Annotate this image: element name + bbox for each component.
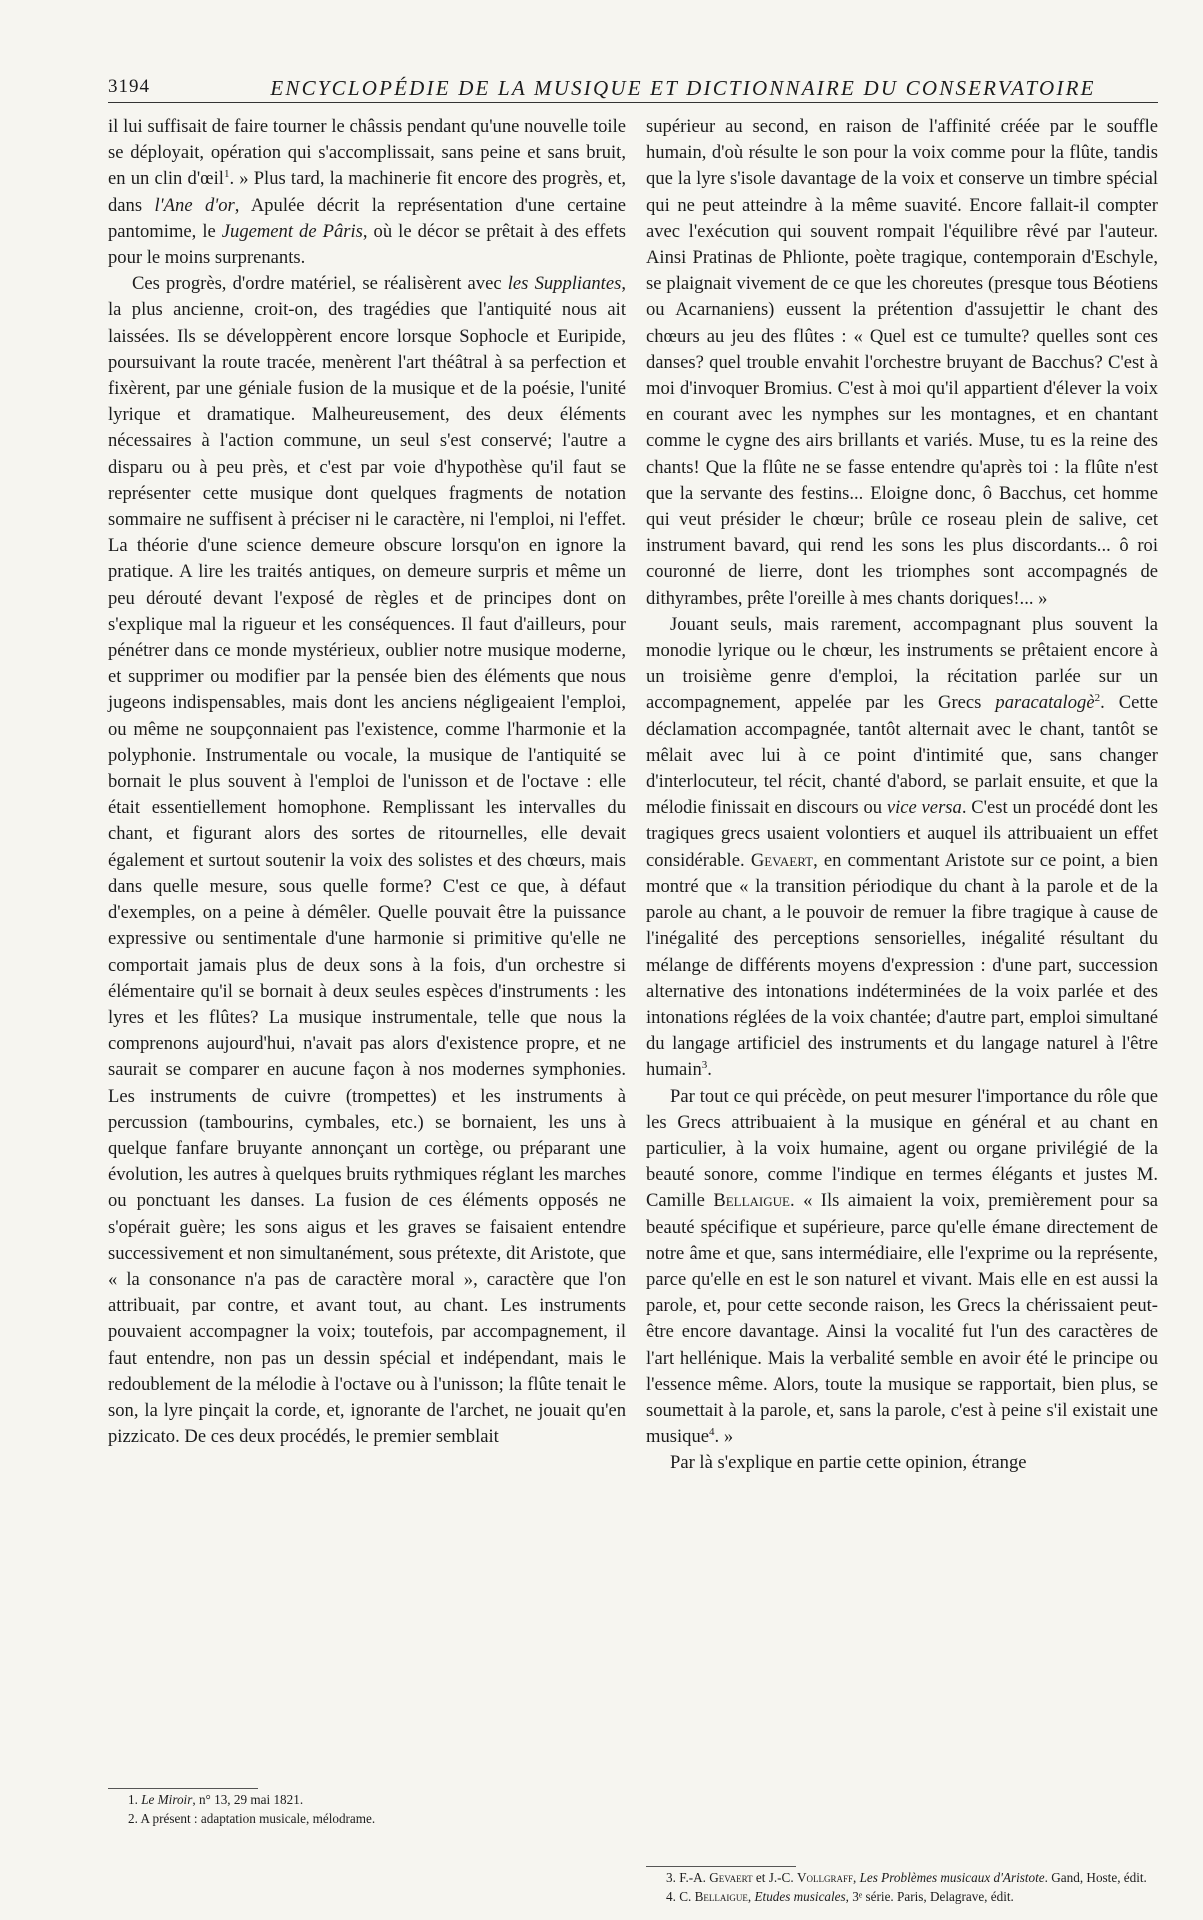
work-title: l'Ane d'or bbox=[154, 194, 235, 216]
page-number: 3194 bbox=[108, 76, 150, 97]
paragraph: il lui suffisait de faire tourner le châssis pendant qu'une nouvelle toile se déployait, opération qui s'accomplissait, sans peine et sans bruit, en un clin d'œil$^1$. » Plus tard, la machinerie fit encore des progrès, et, dans l'Ane d'or, Apulée décrit la représentation d'une certaine pantomime, le Jugement de Pâris, où le décor se prêtait à des effets pour le moins surprenants. bbox=[108, 116, 627, 269]
term: paracatalogè bbox=[995, 692, 1095, 714]
footnote-ref: 3 bbox=[701, 1059, 708, 1072]
running-title: ENCYCLOPÉDIE DE LA MUSIQUE ET DICTIONNAIRE DU CONSERVATOIRE bbox=[270, 76, 1096, 100]
paragraph: supérieur au second, en raison de l'affinité créée par le souffle humain, d'où résulte le son pour la voix comme pour la flûte, tandis que la lyre s'isole davantage de la voix et conserve un timbre spécial qui ne peut atteindre à la même suavité. Encore fallait-il compter avec l'exécution qui souvent rompait l'équilibre rêvé par l'auteur. Ainsi Pratinas de Phlionte, poète tragique, contemporain d'Eschyle, se plaignait vivement de ce que les choreutes (presque tous Béotiens ou Acarnaniens) eussent la prétention d'assujettir le chant des chœurs au jeu des flûtes : « Quel est ce tumulte? quelles sont ces danses? quel trouble envahit l'orchestre bruyant de Bacchus? C'est à moi d'invoquer Bromius. C'est à moi qu'il appartient d'élever la voix en courant avec les nymphes sur les montagnes, et en chantant comme le cygne des airs brillants et variés. Muse, tu es la reine des chants! Que la flûte ne se fasse entendre qu'après toi : la flûte n'est que la servante des festins... Eloigne donc, ô Bacchus, cet homme qui veut présider le chœur; brûle ce roseau plein de salive, cet instrument bavard, qui rend les sons les plus discordants... ô roi couronné de lierre, dont les triomphes sont accompagnés de dithyrambes, prête l'oreille à mes chants doriques!... » bbox=[646, 116, 1158, 609]
footnote: 2. A présent : adaptation musicale, mélodrame. bbox=[128, 1811, 376, 1826]
footnote: 4. C. Bellaigue, Etudes musicales, 3ᵉ série. Paris, Delagrave, édit. bbox=[666, 1889, 1014, 1904]
footnote: 3. F.-A. Gevaert et J.-C. Vollgraff, Les Problèmes musicaux d'Aristote. Gand, Hoste, édit. bbox=[666, 1870, 1147, 1885]
footnote: 1. Le Miroir, n° 13, 29 mai 1821. bbox=[128, 1792, 304, 1807]
left-column bbox=[108, 114, 626, 1450]
term: vice versa bbox=[886, 797, 962, 819]
footnote-ref: 4 bbox=[709, 1425, 715, 1438]
paragraph: Ces progrès, d'ordre matériel, se réalisèrent avec les Suppliantes, la plus ancienne, croit-on, des tragédies que l'antiquité nous ait laissées. Ils se développèrent encore lorsque Sophocle et Euripide, poursuivant la route tracée, menèrent l'art théâtral à sa perfection et fixèrent, par une géniale fusion de la musique et de la poésie, l'unité lyrique et dramatique. Malheureusement, des deux éléments nécessaires à l'action commune, un seul s'est conservé; l'autre a disparu ou à peu près, et c'est par voie d'hypothèse qu'il faut se représenter cette musique dont quelques fragments de notation sommaire ne suffisent à préciser ni le caractère, ni l'emploi, ni l'effet. La théorie d'une science demeure obscure lorsqu'on en ignore la pratique. A lire les traités antiques, on demeure surpris et même un peu dérouté devant l'exposé de règles et de principes dont on s'explique mal la rigueur et les conséquences. Il faut d'ailleurs, pour pénétrer dans ce monde mystérieux, oublier notre musique moderne, et supprimer ou modifier par la pensée bien des éléments que nous jugeons indispensables, mais dont les anciens négligeaient l'emploi, ou même ne soupçonnaient pas l'existence, comme l'harmonie et la polyphonie. Instrumentale ou vocale, la musique de l'antiquité se bornait le plus souvent à l'emploi de l'unisson et de l'octave : elle était essentiellement homophone. Remplissant les intervalles du chant, et figurant alors des sortes de ritournelles, elle devait également et surtout soutenir la voix des solistes et des chœurs, mais dans quelle mesure, sous quelle forme? C'est ce que, à défaut d'exemples, on a peine à démêler. Quelle pouvait être la puissance expressive ou sentimentale d'une harmonie si primitive qu'elle ne comportait jamais plus de deux sons à la fois, d'un orchestre si élémentaire qu'il se bornait à deux seules espèces d'instruments : les lyres et les flûtes? La musique instrumentale, telle que nous la comprenons aujourd'hui, n'avait pas alors d'existence propre, et ne saurait se comparer en aucune façon à nos modernes symphonies. Les instruments de cuivre (trompettes) et les instruments à percussion (tambourins, cymbales, etc.) se bornaient, les uns à quelque fanfare bruyante annonçant un cortège, ou préparant une évolution, les autres à quelques bruits rythmiques réglant les marches ou ponctuant les danses. La fusion de ces éléments opposés ne s'opérait guère; les sons aigus et les graves se faisaient entendre successivement et non simultanément, sous prétexte, dit Aristote, que « la consonance n'a pas de caractère moral », caractère que l'on attribuait, par contre, et avant tout, au chant. Les instruments pouvaient accompagner la voix; toutefois, par accompagnement, il faut entendre, non pas un dessin spécial et indépendant, mais le redoublement de la mélodie à l'octave ou à l'unisson; la flûte tenait le son, la lyre pinçait la corde, et, ignorante de l'archet, ne jouait qu'en pizzicato. De ces deux procédés, le premier semblait bbox=[108, 273, 626, 1448]
work-title: les Suppliantes bbox=[507, 273, 622, 295]
footnote-rule bbox=[646, 1866, 796, 1867]
work-title: Jugement de Pâris bbox=[221, 220, 363, 242]
author-name: Bellaigue bbox=[713, 1190, 790, 1212]
author-name: Gevaert bbox=[750, 849, 814, 871]
page-header bbox=[108, 76, 1158, 102]
paragraph: Par tout ce qui précède, on peut mesurer l'importance du rôle que les Grecs attribuaient à la musique en général et au chant en particulier, à la voix humaine, agent ou organe privilégié de la beauté sonore, comme l'indique en termes élégants et justes M. Camille Bellaigue. « Ils aimaient la voix, premièrement pour sa beauté spécifique et supérieure, parce qu'elle émane directement de notre âme et que, sans intermédiaire, elle l'exprime ou la représente, parce qu'elle en est le son naturel et vivant. Mais elle en est aussi la parole, et, pour cette seconde raison, les Grecs la chérissaient peut-être encore davantage. Ainsi la vocalité fut l'un des caractères de l'art hellénique. Mais la verbalité semble en avoir été le principe ou l'essence même. Alors, toute la musique se rapportait, bien plus, se soumettait à la parole, et, sans la parole, c'est à peine s'il existait une musique$^4$. » bbox=[646, 1085, 1158, 1448]
footnotes-left bbox=[108, 1790, 626, 1828]
footnote-rule bbox=[108, 1788, 258, 1789]
header-rule bbox=[108, 102, 1158, 103]
footnote-ref: 1 bbox=[223, 168, 230, 181]
footnote-ref: 2 bbox=[1094, 692, 1101, 705]
right-column bbox=[646, 114, 1158, 1477]
paragraph: Jouant seuls, mais rarement, accompagnant plus souvent la monodie lyrique ou le chœur, les instruments se prêtaient encore à un troisième genre d'emploi, la récitation parlée sur un accompagnement, appelée par les Grecs paracatalogè$^2$. Cette déclamation accompagnée, tantôt alternait avec le chant, tantôt se mêlait avec lui à ce point d'intimité que, sans changer d'interlocuteur, tel récit, chanté d'abord, se parlait ensuite, et que la mélodie finissait en discours ou vice versa. C'est un procédé dont les tragiques grecs usaient volontiers et auquel ils attribuaient un effet considérable. Gevaert, en commentant Aristote sur ce point, a bien montré que « la transition périodique du chant à la parole et de la parole au chant, a le pouvoir de remuer la fibre tragique à cause de l'inégalité des perceptions sensorielles, inégalité résultant du mélange de différents moyens d'expression : d'une part, succession alternative des intonations indéterminées de la voix parlée et des intonations réglées de la voix chantée; d'autre part, emploi simultané du langage artificiel des instruments et du langage naturel à l'être humain$^3$. bbox=[646, 613, 1158, 1081]
paragraph: Par là s'explique en partie cette opinion, étrange bbox=[670, 1452, 1027, 1474]
footnotes-right bbox=[646, 1868, 1158, 1906]
